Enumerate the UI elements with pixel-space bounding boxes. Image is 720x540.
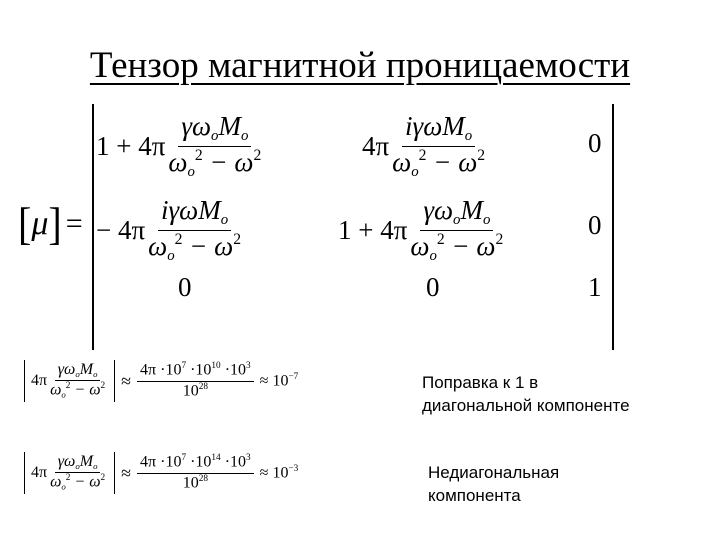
estimate-result: ≈ $10^{-7}$ bbox=[259, 371, 299, 390]
estimate-result: ≈ $10^{-3}$ bbox=[259, 463, 299, 482]
matrix-cell-r2c2: 1 + 4π $\frac{\gamma\omega_oM_o}{\omega_o^2 - \omega^2}$ bbox=[338, 195, 504, 264]
matrix-left-bar bbox=[92, 104, 94, 350]
matrix-cell-r2c1: − 4π $\frac{i\gamma\omega M_o}{\omega_o^2 - \omega^2}$ bbox=[96, 195, 242, 264]
slide-title: Тензор магнитной проницаемости bbox=[89, 45, 631, 86]
matrix-cell-r3c2: 0 bbox=[426, 272, 440, 302]
mu-symbol: μ bbox=[31, 204, 49, 242]
abs-value-expression: 4π $\frac{\gamma\omega_oM_o}{\omega_o^2 - \omega^2}$ bbox=[24, 452, 115, 494]
numeric-estimate-fraction: $\frac{4\pi \cdot 10^7 \cdot 10^{10} \cdot 10^3}{10^{28}}$ bbox=[137, 362, 254, 400]
numeric-estimate-fraction: $\frac{4\pi \cdot 10^7 \cdot 10^{14} \cdot 10^3}{10^{28}}$ bbox=[137, 454, 254, 492]
matrix-cell-r1c1: 1 + 4π $\frac{\gamma\omega_oM_o}{\omega_o^2 - \omega^2}$ bbox=[96, 111, 262, 180]
left-bracket: [ bbox=[18, 197, 32, 250]
estimate-offdiagonal: 4π $\frac{\gamma\omega_oM_o}{\omega_o^2 - \omega^2}$ ≈ $\frac{4\pi \cdot 10^7 \cdot 10^{14} \cdot 10^3}{10^{28}}$ ≈ $10^{-3}$ bbox=[24, 452, 298, 494]
right-bracket: ] bbox=[48, 197, 62, 250]
matrix-cell-r3c3: 1 bbox=[588, 272, 602, 302]
matrix-right-bar bbox=[612, 104, 614, 350]
matrix-cell-r1c3: 0 bbox=[588, 128, 602, 158]
equals-sign: = bbox=[65, 206, 83, 240]
matrix-cell-r1c2: 4π $\frac{i\gamma\omega M_o}{\omega_o^2 - \omega^2}$ bbox=[362, 111, 486, 180]
matrix-cell-r3c1: 0 bbox=[178, 272, 192, 302]
note-diagonal: Поправка к 1 в диагональной компоненте bbox=[422, 373, 630, 415]
estimate-diagonal-correction: 4π $\frac{\gamma\omega_oM_o}{\omega_o^2 - \omega^2}$ ≈ $\frac{4\pi \cdot 10^7 \cdot 10^{10} \cdot 10^3}{10^{28}}$ ≈ $10^{-7}$ bbox=[24, 360, 298, 402]
note-offdiagonal: Недиагональная компонента bbox=[428, 463, 560, 505]
mu-tensor-symbol bbox=[18, 197, 83, 250]
matrix-cell-r2c3: 0 bbox=[588, 210, 602, 240]
abs-value-expression: 4π $\frac{\gamma\omega_oM_o}{\omega_o^2 - \omega^2}$ bbox=[24, 360, 115, 402]
